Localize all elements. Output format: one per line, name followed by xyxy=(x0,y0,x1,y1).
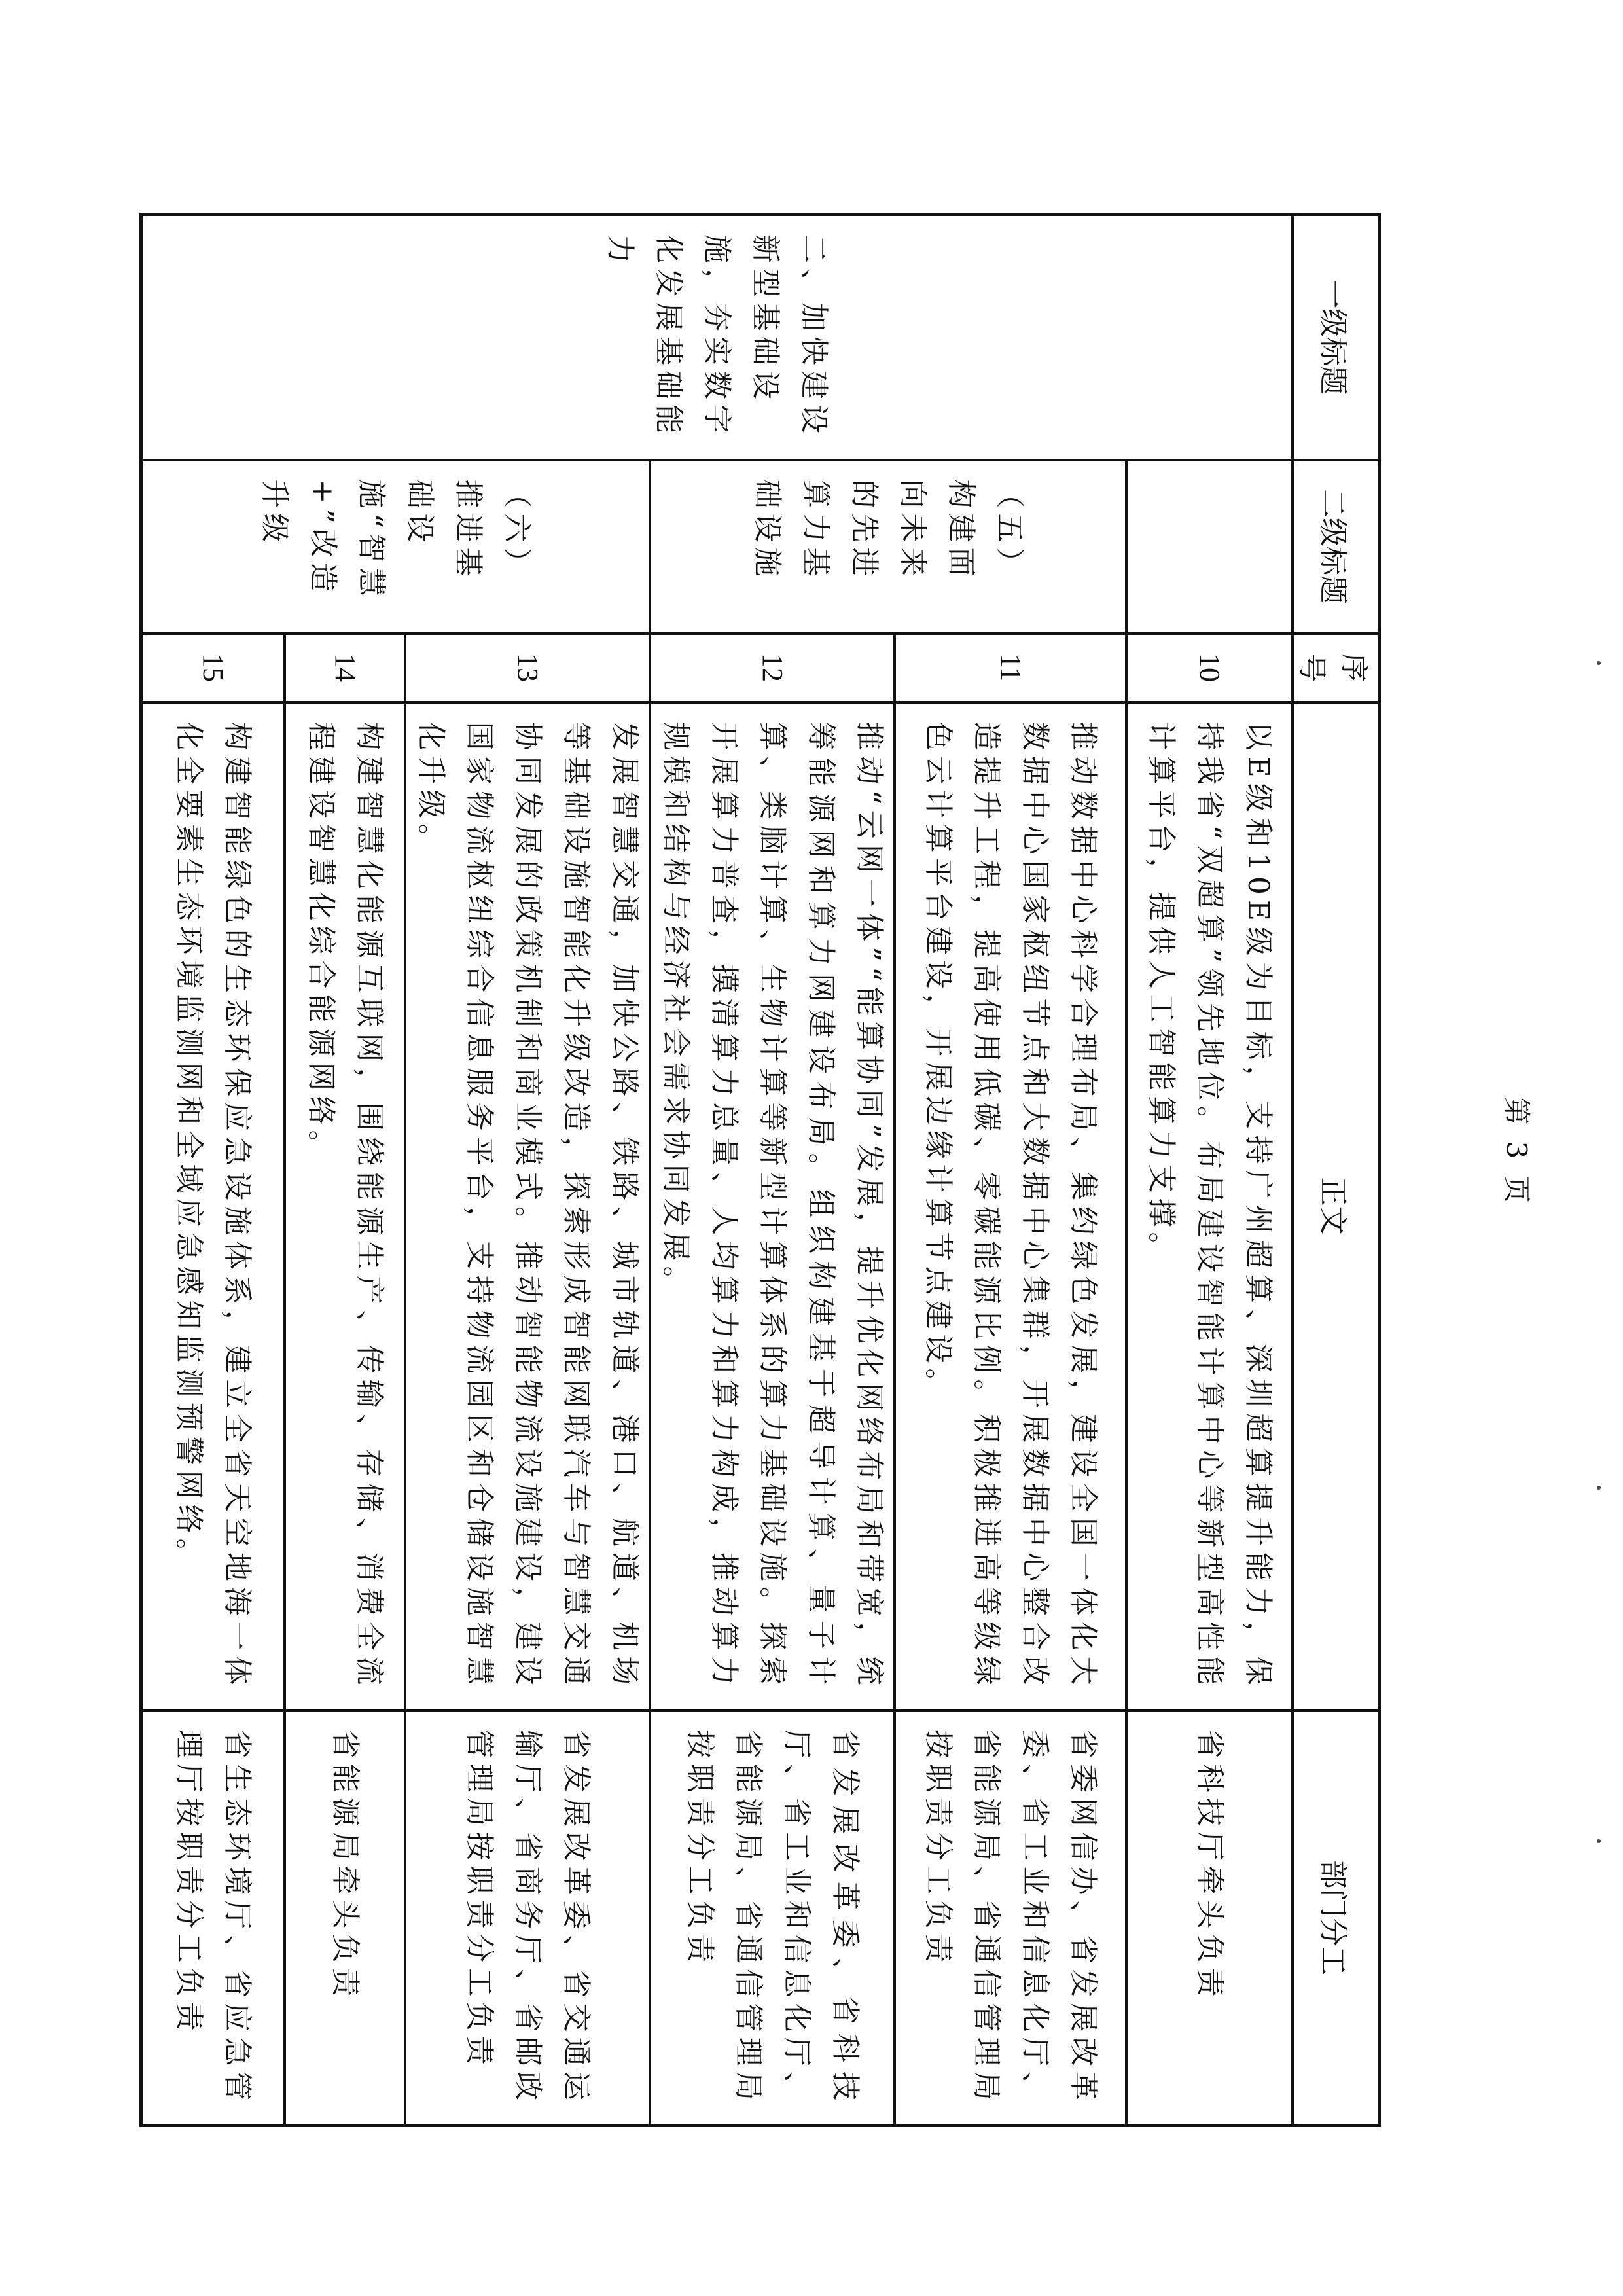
serial-cell: 12 xyxy=(650,634,895,702)
body-cell: 推动“云网一体”“能算协同”发展，提升优化网络布局和带宽，统筹能源网和算力网建设布局。组织构建基于超导计算、量子计算、类脑计算、生物计算等新型计算体系的算力基础设施。探索开展算力普查，摸清算力总量、人均算力和算力构成，推动算力规模和结构与经济社会需求协同发展。 xyxy=(650,702,895,1710)
level2-title-cell-empty xyxy=(1126,460,1293,634)
serial-cell: 11 xyxy=(895,634,1126,702)
header-serial: 序号 xyxy=(1293,634,1380,702)
serial-cell: 10 xyxy=(1126,634,1293,702)
header-level2-title: 二级标题 xyxy=(1293,460,1380,634)
table-row xyxy=(1126,215,1293,2126)
serial-cell: 13 xyxy=(405,634,650,702)
department-cell: 省能源局牵头负责 xyxy=(285,1710,405,2126)
page-number: 第 3 页 xyxy=(1501,1097,1533,1207)
department-cell: 省委网信办、省发展改革委、省工业和信息化厅、省能源局、省通信管理局按职责分工负责 xyxy=(895,1710,1126,2126)
body-cell: 构建智慧化能源互联网，围绕能源生产、传输、存储、消费全流程建设智慧化综合能源网络。 xyxy=(285,702,405,1710)
table-row xyxy=(405,215,650,2126)
header-body: 正文 xyxy=(1293,702,1380,1710)
department-cell: 省发展改革委、省交通运输厅、省商务厅、省邮政管理局按职责分工负责 xyxy=(405,1710,650,2126)
body-cell: 推动数据中心科学合理布局、集约绿色发展，建设全国一体化大数据中心国家枢纽节点和大数据中心集群，开展数据中心整合改造提升工程，提高使用低碳、零碳能源比例。积极推进高等级绿色云计算平台建设，开展边缘计算节点建设。 xyxy=(895,702,1126,1710)
table-header-row xyxy=(1293,215,1380,2126)
department-cell: 省科技厅牵头负责 xyxy=(1126,1710,1293,2126)
table-row xyxy=(895,215,1126,2126)
body-cell: 以E级和10E级为目标，支持广州超算、深圳超算提升能力，保持我省“双超算”领先地位。布局建设智能计算中心等新型高性能计算平台，提供人工智能算力支撑。 xyxy=(1126,702,1293,1710)
scan-speck xyxy=(1597,661,1601,665)
body-cell: 构建智能绿色的生态环保应急设施体系，建立全省天空地海一体化全要素生态环境监测网和全域应急感知监测预警网络。 xyxy=(141,702,285,1710)
scan-speck xyxy=(1597,1839,1601,1843)
level2-title-cell: （六）推进基础设施“智慧+”改造升级 xyxy=(141,460,651,634)
department-cell: 省发展改革委、省科技厅、省工业和信息化厅、省能源局、省通信管理局按职责分工负责 xyxy=(650,1710,895,2126)
level2-title-cell: （五）构建面向未来的先进算力基础设施 xyxy=(650,460,1126,634)
level1-title-cell: 二、加快建设新型基础设施，夯实数字化发展基础能力 xyxy=(141,215,1293,460)
task-division-table xyxy=(139,213,1381,2127)
header-level1-title: 一级标题 xyxy=(1293,215,1380,460)
serial-cell: 15 xyxy=(141,634,285,702)
scan-speck xyxy=(1597,1486,1601,1490)
body-cell: 发展智慧交通，加快公路、铁路、城市轨道、港口、航道、机场等基础设施智能化升级改造，探索形成智能网联汽车与智慧交通协同发展的政策机制和商业模式。推动智能物流设施建设，建设国家物流枢纽综合信息服务平台，支持物流园区和仓储设施智慧化升级。 xyxy=(405,702,650,1710)
header-department: 部门分工 xyxy=(1293,1710,1380,2126)
department-cell: 省生态环境厅、省应急管理厅按职责分工负责 xyxy=(141,1710,285,2126)
serial-cell: 14 xyxy=(285,634,405,702)
